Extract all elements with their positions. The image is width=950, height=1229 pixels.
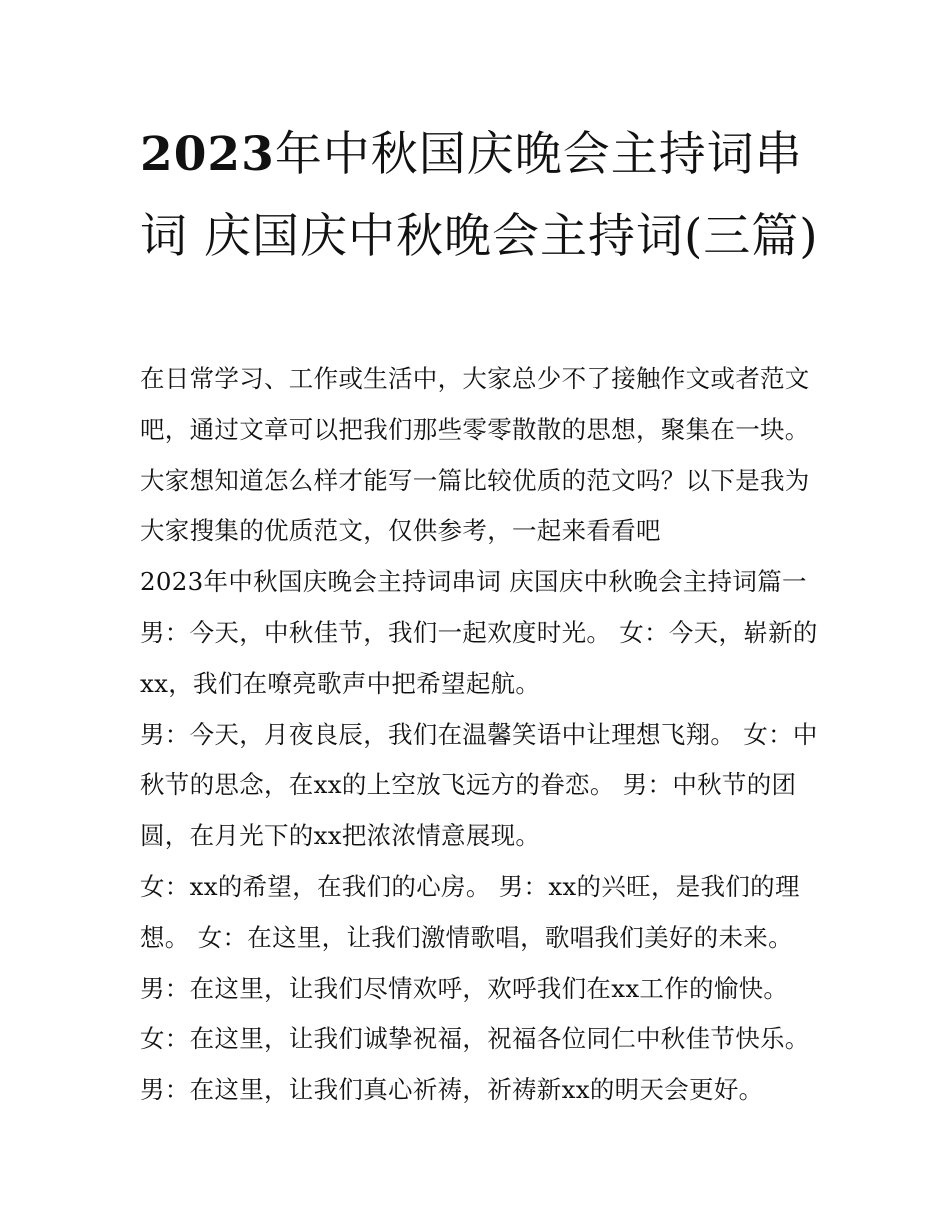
body-paragraph: 男：今天，月夜良辰，我们在温馨笑语中让理想飞翔。 女：中秋节的思念，在xx的上空放飞远方的眷恋。 男：中秋节的团圆，在月光下的xx把浓浓情意展现。 xyxy=(140,719,818,851)
title-year: 2023 xyxy=(140,127,275,182)
document-body xyxy=(140,354,820,1116)
title-text: 年中秋国庆晚会主持词串词 庆国庆中秋晚会主持词(三篇) xyxy=(140,127,819,264)
intro-paragraph: 在日常学习、工作或生活中，大家总少不了接触作文或者范文吧，通过文章可以把我们那些零零散散的思想，聚集在一块。大家想知道怎么样才能写一篇比较优质的范文吗？以下是我为大家搜集的优质范文，仅供参考，一起来看看吧 xyxy=(140,364,810,546)
section-heading: 2023年中秋国庆晚会主持词串词 庆国庆中秋晚会主持词篇一 xyxy=(140,567,807,597)
document-title xyxy=(140,114,820,278)
body-paragraph: 女：xx的希望，在我们的心房。 男：xx的兴旺，是我们的理想。 女：在这里，让我们激情歌唱，歌唱我们美好的未来。 xyxy=(140,871,800,952)
body-paragraph: 男：在这里，让我们真心祈祷，祈祷新xx的明天会更好。 xyxy=(140,1075,764,1105)
body-paragraph: 男：今天，中秋佳节，我们一起欢度时光。 女：今天，崭新的xx，我们在嘹亮歌声中把希望起航。 xyxy=(140,617,818,698)
body-paragraph: 男：在这里，让我们尽情欢呼，欢呼我们在xx工作的愉快。 xyxy=(140,973,789,1003)
body-paragraph: 女：在这里，让我们诚挚祝福，祝福各位同仁中秋佳节快乐。 xyxy=(140,1024,810,1054)
